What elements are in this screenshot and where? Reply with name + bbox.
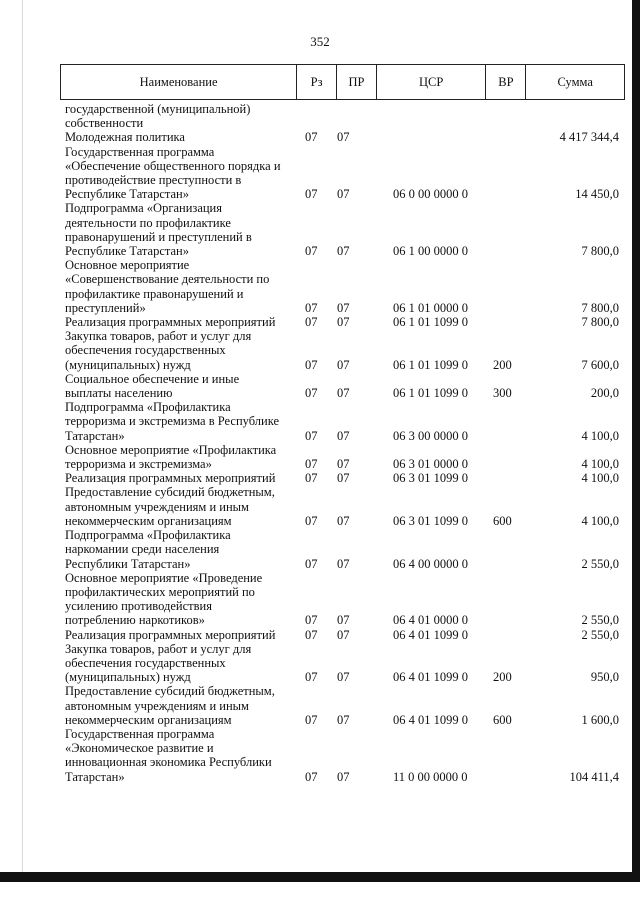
row-name-line: терроризма и экстремизма в Республике xyxy=(65,414,280,429)
row-name xyxy=(60,628,297,642)
row-name-line: Республике Татарстан» xyxy=(65,244,189,259)
table-row xyxy=(60,528,625,571)
row-vr xyxy=(487,315,527,329)
row-csr: 11 0 00 0000 0 xyxy=(393,769,468,784)
row-vr xyxy=(487,258,527,315)
row-name-line: некоммерческим организациям xyxy=(65,712,232,727)
column-header-vr: ВР xyxy=(486,65,526,99)
row-sum: 14 450,0 xyxy=(575,187,619,202)
row-vr: 600 xyxy=(493,712,512,727)
row-name-line: Основное мероприятие xyxy=(65,258,190,273)
table-body xyxy=(60,102,625,784)
row-name-line: (муниципальных) нужд xyxy=(65,357,191,372)
column-header-csr: ЦСР xyxy=(377,65,487,99)
row-name-line: профилактических мероприятий по xyxy=(65,584,255,599)
row-pr: 07 xyxy=(337,513,350,528)
row-csr: 06 1 00 0000 0 xyxy=(393,244,468,259)
row-vr xyxy=(487,201,527,258)
row-pr: 07 xyxy=(337,769,350,784)
table-row xyxy=(60,145,625,202)
row-csr: 06 1 01 1099 0 xyxy=(393,315,468,330)
row-name-line: Государственная программа xyxy=(65,144,215,159)
row-pr: 07 xyxy=(337,471,350,486)
row-name xyxy=(60,102,297,130)
table-row xyxy=(60,130,625,144)
row-sum xyxy=(527,102,625,130)
row-name-line: терроризма и экстремизма» xyxy=(65,457,212,472)
row-name xyxy=(60,372,297,400)
row-pr: 07 xyxy=(337,300,350,315)
row-name-line: Закупка товаров, работ и услуг для xyxy=(65,329,252,344)
row-name xyxy=(60,571,297,628)
scan-border-right xyxy=(632,0,640,882)
row-pr: 07 xyxy=(337,187,350,202)
row-sum: 4 100,0 xyxy=(581,471,619,486)
table-row xyxy=(60,329,625,372)
row-vr xyxy=(487,471,527,485)
row-sum: 7 800,0 xyxy=(581,300,619,315)
row-name xyxy=(60,684,297,727)
row-name xyxy=(60,727,297,784)
row-rz: 07 xyxy=(305,357,318,372)
row-sum: 2 550,0 xyxy=(581,556,619,571)
table-row xyxy=(60,315,625,329)
row-name xyxy=(60,443,297,471)
table-row xyxy=(60,201,625,258)
row-name-line: Реализация программных мероприятий xyxy=(65,471,276,486)
row-sum: 4 417 344,4 xyxy=(559,130,619,145)
table-row xyxy=(60,400,625,443)
table-row xyxy=(60,372,625,400)
row-csr: 06 1 01 1099 0 xyxy=(393,386,468,401)
row-csr xyxy=(377,130,487,144)
row-pr: 07 xyxy=(337,556,350,571)
table-row xyxy=(60,485,625,528)
table-row xyxy=(60,443,625,471)
row-rz: 07 xyxy=(305,627,318,642)
row-vr xyxy=(487,571,527,628)
row-name-line: Предоставление субсидий бюджетным, xyxy=(65,684,275,699)
row-vr xyxy=(487,443,527,471)
row-name-line: «Совершенствование деятельности по xyxy=(65,272,270,287)
row-csr: 06 3 00 0000 0 xyxy=(393,428,468,443)
row-name xyxy=(60,528,297,571)
row-sum: 7 800,0 xyxy=(581,315,619,330)
row-pr: 07 xyxy=(337,315,350,330)
row-name-line: усилению противодействия xyxy=(65,599,212,614)
row-sum: 1 600,0 xyxy=(581,712,619,727)
scan-border-bottom xyxy=(0,872,640,882)
row-name-line: потреблению наркотиков» xyxy=(65,613,205,628)
row-name-line: Республики Татарстан» xyxy=(65,556,191,571)
row-csr xyxy=(377,102,487,130)
row-name xyxy=(60,400,297,443)
row-name-line: некоммерческим организациям xyxy=(65,513,232,528)
row-name-line: Подпрограмма «Профилактика xyxy=(65,400,231,415)
row-sum: 200,0 xyxy=(590,386,619,401)
table-row xyxy=(60,258,625,315)
row-vr xyxy=(487,130,527,144)
row-name-line: Основное мероприятие «Профилактика xyxy=(65,442,277,457)
row-vr: 600 xyxy=(493,513,512,528)
row-vr xyxy=(487,145,527,202)
row-csr: 06 4 01 1099 0 xyxy=(393,712,468,727)
row-csr: 06 3 01 1099 0 xyxy=(393,513,468,528)
row-rz: 07 xyxy=(305,187,318,202)
row-name-line: Республике Татарстан» xyxy=(65,187,189,202)
row-name xyxy=(60,471,297,485)
row-name-line: обеспечения государственных xyxy=(65,343,226,358)
row-pr: 07 xyxy=(337,627,350,642)
row-vr xyxy=(487,727,527,784)
row-name-line: инновационная экономика Республики xyxy=(65,755,272,770)
row-name-line: профилактике правонарушений и xyxy=(65,286,244,301)
row-name-line: Закупка товаров, работ и услуг для xyxy=(65,641,252,656)
table-row xyxy=(60,628,625,642)
row-pr: 07 xyxy=(337,428,350,443)
row-name xyxy=(60,315,297,329)
row-name-line: Предоставление субсидий бюджетным, xyxy=(65,485,275,500)
row-name-line: Подпрограмма «Профилактика xyxy=(65,528,231,543)
row-name-line: Основное мероприятие «Проведение xyxy=(65,570,263,585)
table-row xyxy=(60,642,625,685)
row-name-line: Татарстан» xyxy=(65,769,125,784)
column-header-name: Наименование xyxy=(61,65,297,99)
row-pr: 07 xyxy=(337,357,350,372)
row-rz: 07 xyxy=(305,471,318,486)
column-header-rz: Рз xyxy=(297,65,337,99)
row-csr: 06 3 01 1099 0 xyxy=(393,471,468,486)
table-row xyxy=(60,727,625,784)
row-vr: 200 xyxy=(493,670,512,685)
row-name-line: Социальное обеспечение и иные xyxy=(65,371,240,386)
row-rz: 07 xyxy=(305,613,318,628)
row-pr: 07 xyxy=(337,613,350,628)
row-pr xyxy=(337,102,377,130)
row-csr: 06 4 00 0000 0 xyxy=(393,556,468,571)
row-name xyxy=(60,485,297,528)
row-pr: 07 xyxy=(337,670,350,685)
row-sum: 4 100,0 xyxy=(581,513,619,528)
row-sum: 2 550,0 xyxy=(581,613,619,628)
row-rz: 07 xyxy=(305,300,318,315)
row-sum: 950,0 xyxy=(590,670,619,685)
row-csr: 06 4 01 1099 0 xyxy=(393,627,468,642)
row-csr: 06 3 01 0000 0 xyxy=(393,457,468,472)
row-rz: 07 xyxy=(305,513,318,528)
row-name-line: правонарушений и преступлений в xyxy=(65,229,252,244)
row-rz: 07 xyxy=(305,428,318,443)
row-name-line: деятельности по профилактике xyxy=(65,215,231,230)
row-name-line: преступлений» xyxy=(65,300,146,315)
row-sum: 4 100,0 xyxy=(581,457,619,472)
row-sum: 7 600,0 xyxy=(581,357,619,372)
row-vr xyxy=(487,102,527,130)
row-name xyxy=(60,329,297,372)
row-name-line: наркомании среди населения xyxy=(65,542,220,557)
row-name xyxy=(60,130,297,144)
row-name xyxy=(60,258,297,315)
row-name-line: противодействие преступности в xyxy=(65,173,242,188)
row-rz: 07 xyxy=(305,556,318,571)
row-csr: 06 4 01 1099 0 xyxy=(393,670,468,685)
row-sum: 104 411,4 xyxy=(569,769,619,784)
page-number: 352 xyxy=(310,34,330,49)
row-rz: 07 xyxy=(305,769,318,784)
row-name-line: (муниципальных) нужд xyxy=(65,670,191,685)
row-csr: 06 0 00 0000 0 xyxy=(393,187,468,202)
table-row xyxy=(60,571,625,628)
column-header-pr: ПР xyxy=(337,65,377,99)
row-pr: 07 xyxy=(337,130,350,145)
table-header xyxy=(60,64,625,100)
row-name-line: Государственная программа xyxy=(65,726,215,741)
row-name-line: автономным учреждениям и иным xyxy=(65,698,249,713)
row-vr xyxy=(487,400,527,443)
row-rz: 07 xyxy=(305,315,318,330)
row-csr: 06 1 01 1099 0 xyxy=(393,357,468,372)
row-csr: 06 4 01 0000 0 xyxy=(393,613,468,628)
row-name-line: Подпрограмма «Организация xyxy=(65,201,222,216)
row-name-line: Реализация программных мероприятий xyxy=(65,627,276,642)
row-sum: 7 800,0 xyxy=(581,244,619,259)
table-row xyxy=(60,102,625,130)
row-rz: 07 xyxy=(305,712,318,727)
table-row xyxy=(60,471,625,485)
row-name-line: обеспечения государственных xyxy=(65,655,226,670)
row-name-line: Молодежная политика xyxy=(65,130,185,145)
row-pr: 07 xyxy=(337,712,350,727)
row-vr: 300 xyxy=(493,386,512,401)
row-name-line: «Экономическое развитие и xyxy=(65,741,214,756)
row-pr: 07 xyxy=(337,244,350,259)
row-sum: 4 100,0 xyxy=(581,428,619,443)
row-vr: 200 xyxy=(493,357,512,372)
row-rz: 07 xyxy=(305,130,318,145)
row-vr xyxy=(487,528,527,571)
row-vr xyxy=(487,628,527,642)
row-name xyxy=(60,201,297,258)
row-rz: 07 xyxy=(305,386,318,401)
row-name-line: государственной (муниципальной) xyxy=(65,102,251,116)
row-rz xyxy=(297,102,337,130)
scan-edge-line xyxy=(22,0,23,872)
row-name-line: «Обеспечение общественного порядка и xyxy=(65,158,281,173)
row-name-line: собственности xyxy=(65,116,144,131)
row-name-line: Реализация программных мероприятий xyxy=(65,315,276,330)
row-name xyxy=(60,145,297,202)
column-header-sum: Сумма xyxy=(557,74,593,89)
row-sum: 2 550,0 xyxy=(581,627,619,642)
row-name-line: автономным учреждениям и иным xyxy=(65,499,249,514)
row-name-line: Татарстан» xyxy=(65,428,125,443)
row-rz: 07 xyxy=(305,457,318,472)
row-pr: 07 xyxy=(337,457,350,472)
row-pr: 07 xyxy=(337,386,350,401)
row-name xyxy=(60,642,297,685)
row-name-line: выплаты населению xyxy=(65,386,173,401)
row-rz: 07 xyxy=(305,670,318,685)
table-row xyxy=(60,684,625,727)
row-rz: 07 xyxy=(305,244,318,259)
row-csr: 06 1 01 0000 0 xyxy=(393,300,468,315)
